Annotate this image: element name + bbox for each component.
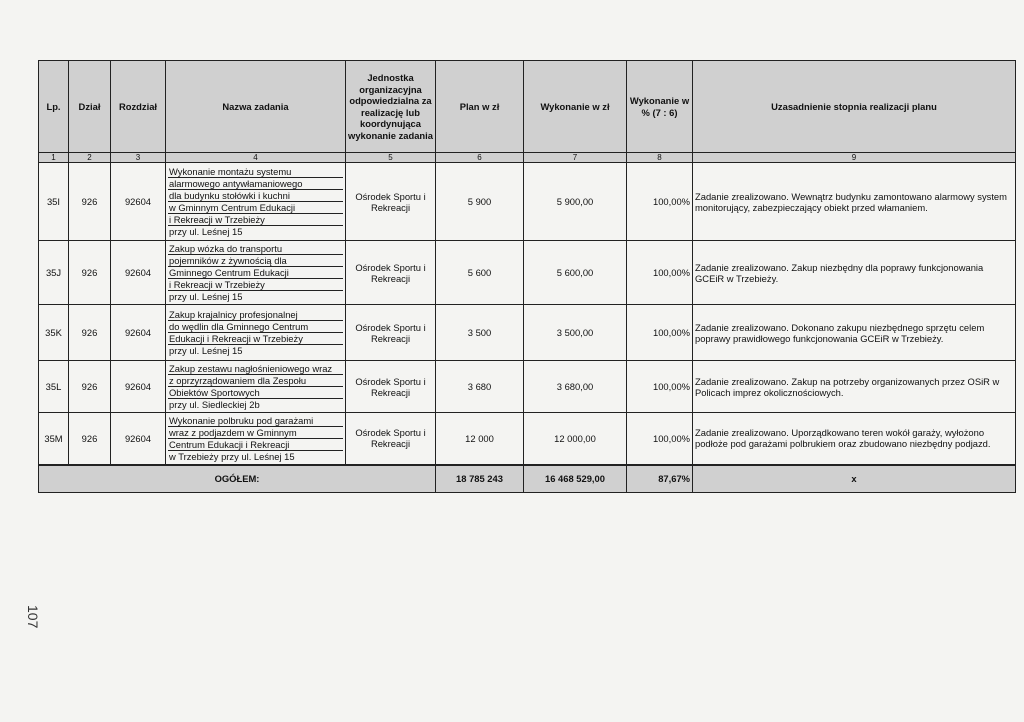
row-lp: 35J	[39, 241, 69, 305]
row-plan: 5 600	[436, 241, 524, 305]
column-number: 5	[346, 153, 436, 163]
row-uzasadnienie: Zadanie zrealizowano. Wewnątrz budynku zamontowano alarmowy system monitorujący, zabezpieczający obiekt przed włamaniem.	[693, 163, 1016, 241]
column-number: 9	[693, 153, 1016, 163]
total-wykonanie: 16 468 529,00	[524, 465, 627, 493]
row-uzasadnienie: Zadanie zrealizowano. Zakup na potrzeby organizowanych przez OSiR w Policach imprez okolicznościowych.	[693, 361, 1016, 413]
row-wykonanie: 5 900,00	[524, 163, 627, 241]
header-procent: Wykonanie w % (7 : 6)	[627, 61, 693, 153]
task-name-line: przy ul. Leśnej 15	[169, 345, 243, 356]
row-nazwa	[166, 413, 346, 465]
task-name-line: Zakup krajalnicy profesjonalnej	[168, 309, 343, 321]
column-number-row	[39, 153, 1016, 163]
task-name-line: do wędlin dla Gminnego Centrum	[168, 321, 343, 333]
row-jednostka: Ośrodek Sportu i Rekreacji	[346, 241, 436, 305]
row-nazwa	[166, 305, 346, 361]
total-uzasadnienie: x	[693, 465, 1016, 493]
row-plan: 12 000	[436, 413, 524, 465]
header-lp: Lp.	[39, 61, 69, 153]
row-procent: 100,00%	[627, 413, 693, 465]
table-row	[39, 361, 1016, 413]
row-wykonanie: 5 600,00	[524, 241, 627, 305]
total-row	[39, 465, 1016, 493]
task-name-line: w Trzebieży przy ul. Leśnej 15	[169, 450, 295, 462]
total-plan: 18 785 243	[436, 465, 524, 493]
table-row	[39, 241, 1016, 305]
header-dzial: Dział	[69, 61, 111, 153]
table-row	[39, 413, 1016, 465]
row-lp: 35I	[39, 163, 69, 241]
row-uzasadnienie: Zadanie zrealizowano. Uporządkowano teren wokół garaży, wyłożono podłoże pod garażami polbrukiem oraz zbudowano niezbędny podjazd.	[693, 413, 1016, 465]
row-dzial: 926	[69, 413, 111, 465]
row-lp: 35K	[39, 305, 69, 361]
row-wykonanie: 12 000,00	[524, 413, 627, 465]
task-name-line: Zakup zestawu nagłośnieniowego wraz	[168, 363, 343, 375]
header-rozdzial: Rozdział	[111, 61, 166, 153]
row-lp: 35L	[39, 361, 69, 413]
header-row	[39, 61, 1016, 153]
page-number: 107	[25, 605, 41, 629]
row-nazwa	[166, 241, 346, 305]
row-rozdzial: 92604	[111, 241, 166, 305]
row-plan: 3 500	[436, 305, 524, 361]
table-row	[39, 305, 1016, 361]
task-name-line: wraz z podjazdem w Gminnym	[168, 427, 343, 439]
task-name-line: Edukacji i Rekreacji w Trzebieży	[168, 333, 343, 345]
task-name-line: pojemników z żywnością dla	[168, 255, 343, 267]
header-wykonanie: Wykonanie w zł	[524, 61, 627, 153]
task-name-line: w Gminnym Centrum Edukacji	[168, 202, 343, 214]
column-number: 6	[436, 153, 524, 163]
task-name-line: i Rekreacji w Trzebieży	[168, 279, 343, 291]
row-rozdzial: 92604	[111, 413, 166, 465]
row-lp: 35M	[39, 413, 69, 465]
total-label: OGÓŁEM:	[39, 465, 436, 493]
task-name-line: i Rekreacji w Trzebieży	[168, 214, 343, 226]
total-procent: 87,67%	[627, 465, 693, 493]
row-uzasadnienie: Zadanie zrealizowano. Zakup niezbędny dla poprawy funkcjonowania GCEiR w Trzebieży.	[693, 241, 1016, 305]
row-dzial: 926	[69, 163, 111, 241]
row-jednostka: Ośrodek Sportu i Rekreacji	[346, 413, 436, 465]
row-jednostka: Ośrodek Sportu i Rekreacji	[346, 163, 436, 241]
task-name-line: Gminnego Centrum Edukacji	[168, 267, 343, 279]
row-rozdzial: 92604	[111, 361, 166, 413]
header-plan: Plan w zł	[436, 61, 524, 153]
task-name-line: przy ul. Leśnej 15	[169, 226, 243, 237]
header-uzasadnienie: Uzasadnienie stopnia realizacji planu	[693, 61, 1016, 153]
row-wykonanie: 3 680,00	[524, 361, 627, 413]
row-procent: 100,00%	[627, 361, 693, 413]
task-name-line: Wykonanie polbruku pod garażami	[168, 415, 343, 427]
task-name-line: Zakup wózka do transportu	[168, 243, 343, 255]
task-name-line: z oprzyrządowaniem dla Zespołu	[168, 375, 343, 387]
row-dzial: 926	[69, 241, 111, 305]
task-name-line: alarmowego antywłamaniowego	[168, 178, 343, 190]
row-nazwa	[166, 361, 346, 413]
row-procent: 100,00%	[627, 163, 693, 241]
row-rozdzial: 92604	[111, 305, 166, 361]
budget-table	[38, 60, 1016, 493]
header-nazwa: Nazwa zadania	[166, 61, 346, 153]
header-jednostka: Jednostka organizacyjna odpowiedzialna za realizację lub koordynująca wykonanie zadania	[346, 61, 436, 153]
row-procent: 100,00%	[627, 241, 693, 305]
row-plan: 3 680	[436, 361, 524, 413]
row-jednostka: Ośrodek Sportu i Rekreacji	[346, 305, 436, 361]
row-nazwa	[166, 163, 346, 241]
row-wykonanie: 3 500,00	[524, 305, 627, 361]
row-plan: 5 900	[436, 163, 524, 241]
table-row	[39, 163, 1016, 241]
row-jednostka: Ośrodek Sportu i Rekreacji	[346, 361, 436, 413]
column-number: 4	[166, 153, 346, 163]
task-name-line: dla budynku stołówki i kuchni	[168, 190, 343, 202]
row-dzial: 926	[69, 305, 111, 361]
task-name-line: Wykonanie montażu systemu	[168, 166, 343, 178]
column-number: 1	[39, 153, 69, 163]
column-number: 2	[69, 153, 111, 163]
task-name-line: przy ul. Siedleckiej 2b	[169, 399, 260, 410]
row-uzasadnienie: Zadanie zrealizowano. Dokonano zakupu niezbędnego sprzętu celem poprawy prawidłowego funkcjonowania GCEiR w Trzebieży.	[693, 305, 1016, 361]
column-number: 8	[627, 153, 693, 163]
task-name-line: Centrum Edukacji i Rekreacji	[168, 439, 343, 451]
row-rozdzial: 92604	[111, 163, 166, 241]
row-dzial: 926	[69, 361, 111, 413]
task-name-line: przy ul. Leśnej 15	[169, 291, 243, 302]
column-number: 7	[524, 153, 627, 163]
column-number: 3	[111, 153, 166, 163]
row-procent: 100,00%	[627, 305, 693, 361]
task-name-line: Obiektów Sportowych	[168, 387, 343, 399]
